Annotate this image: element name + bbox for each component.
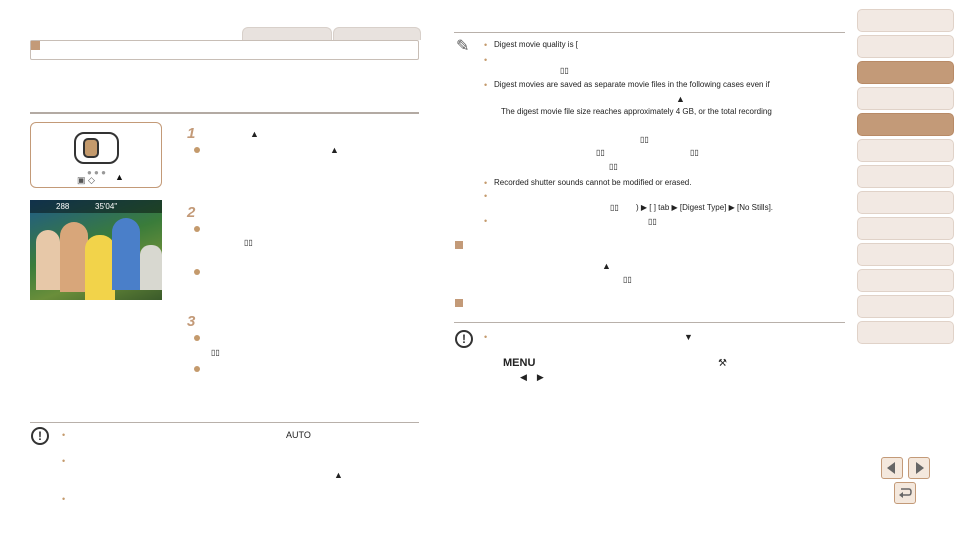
page-ref-icon-4[interactable]: ▯▯ (640, 135, 649, 144)
notes-top-divider (454, 32, 845, 33)
caution-right-bullet: • (484, 332, 488, 342)
digest-icon-step1: ▲ (250, 129, 259, 139)
sidebar-tab-3[interactable] (857, 61, 954, 84)
auto-label: AUTO (286, 430, 311, 440)
menu-label: MENU (503, 357, 536, 369)
camera-screen-photo (30, 200, 162, 300)
header-tab-1[interactable] (242, 27, 332, 40)
sidebar-tab-6[interactable] (857, 139, 954, 162)
step-2-number: 2 (187, 204, 196, 221)
note-bullet-3: • (484, 80, 488, 90)
sidebar-tab-7[interactable] (857, 165, 954, 188)
sidebar-tab-10[interactable] (857, 243, 954, 266)
page-ref-icon-5[interactable]: ▯▯ (596, 148, 605, 157)
digest-mode-icon: ▲ (115, 172, 124, 182)
pencil-note-icon: ✎ (456, 38, 470, 55)
page-ref-icon-3[interactable]: ▯▯ (560, 66, 569, 75)
note-line-3: Digest movies are saved as separate movie files in the following cases even if (494, 80, 770, 89)
caution-bullet-2: • (62, 456, 66, 466)
step-1-number: 1 (187, 125, 196, 142)
step1-bullet (194, 147, 200, 153)
sidebar-tab-5[interactable] (857, 113, 954, 136)
return-icon (895, 483, 915, 503)
dog (140, 245, 162, 290)
section-divider (30, 112, 419, 114)
note-bullet-5: • (484, 178, 488, 188)
note-line-4: The digest movie file size reaches approximately 4 GB, or the total recording (501, 107, 772, 116)
person-4 (112, 218, 140, 290)
page-ref-icon-7[interactable]: ▯▯ (609, 162, 618, 171)
dial-mode-dots: ● ● ● (87, 168, 106, 177)
person-1 (36, 230, 60, 290)
page-ref-icon-6[interactable]: ▯▯ (690, 148, 699, 157)
note-line-6: ) ▶ [ ] tab ▶ [Digest Type] ▶ [No Stills]. (636, 203, 774, 212)
sidebar-tab-2[interactable] (857, 35, 954, 58)
sidebar-tab-13[interactable] (857, 321, 954, 344)
subsection-marker-2 (455, 299, 463, 307)
person-3 (85, 235, 115, 300)
prev-page-button[interactable] (881, 457, 903, 479)
sidebar-tab-11[interactable] (857, 269, 954, 292)
note-line-5: Recorded shutter sounds cannot be modified or erased. (494, 178, 692, 187)
step2-bullet-2 (194, 269, 200, 275)
digest-icon-right: ▲ (676, 94, 685, 104)
note-line-1: Digest movie quality is [ (494, 40, 579, 49)
caution-divider-right (454, 322, 845, 323)
return-button[interactable] (894, 482, 916, 504)
note-bullet-7: • (484, 216, 488, 226)
caution-bullet-1: • (62, 430, 66, 440)
left-right-arrows-icon: ◀ ▶ (520, 372, 544, 382)
sidebar-tab-12[interactable] (857, 295, 954, 318)
camera-icon: ▣ ◇ (77, 175, 95, 185)
page-ref-icon-8[interactable]: ▯▯ (610, 203, 619, 212)
dial-switch (83, 138, 99, 158)
note-bullet-1: • (484, 40, 488, 50)
page-ref-icon-2[interactable]: ▯▯ (211, 348, 220, 357)
section-header (30, 40, 419, 60)
header-tab-2[interactable] (333, 27, 421, 40)
section-marker (31, 41, 40, 50)
page-ref-icon[interactable]: ▯▯ (244, 238, 253, 247)
digest-icon-step1b: ▲ (330, 145, 339, 155)
sidebar-tab-4[interactable] (857, 87, 954, 110)
sidebar-tab-8[interactable] (857, 191, 954, 214)
next-page-button[interactable] (908, 457, 930, 479)
page-ref-icon-10[interactable]: ▯▯ (623, 275, 632, 284)
sidebar-tab-1[interactable] (857, 9, 954, 32)
person-2 (60, 222, 88, 292)
sidebar-tab-9[interactable] (857, 217, 954, 240)
hud-time: 35'04" (95, 202, 118, 211)
hud-shots: 288 (56, 202, 70, 211)
caution-icon-left: ! (31, 427, 49, 445)
step2-bullet-1 (194, 226, 200, 232)
step3-bullet-2 (194, 366, 200, 372)
note-bullet-6: • (484, 191, 488, 201)
down-arrow-icon: ▼ (684, 332, 693, 342)
camera-mode-dial-illustration (30, 122, 162, 188)
subsection-marker-1 (455, 241, 463, 249)
page-ref-icon-9[interactable]: ▯▯ (648, 217, 657, 226)
step-3-number: 3 (187, 313, 196, 330)
arrow-right-icon (909, 458, 929, 478)
tools-icon: ⚒ (718, 358, 727, 369)
caution-divider-left (30, 422, 419, 423)
note-bullet-2: • (484, 55, 488, 65)
digest-icon-right-2: ▲ (602, 261, 611, 271)
caution-bullet-3: • (62, 494, 66, 504)
arrow-left-icon (882, 458, 902, 478)
caution-icon-right: ! (455, 330, 473, 348)
step3-bullet-1 (194, 335, 200, 341)
digest-icon-caution: ▲ (334, 470, 343, 480)
